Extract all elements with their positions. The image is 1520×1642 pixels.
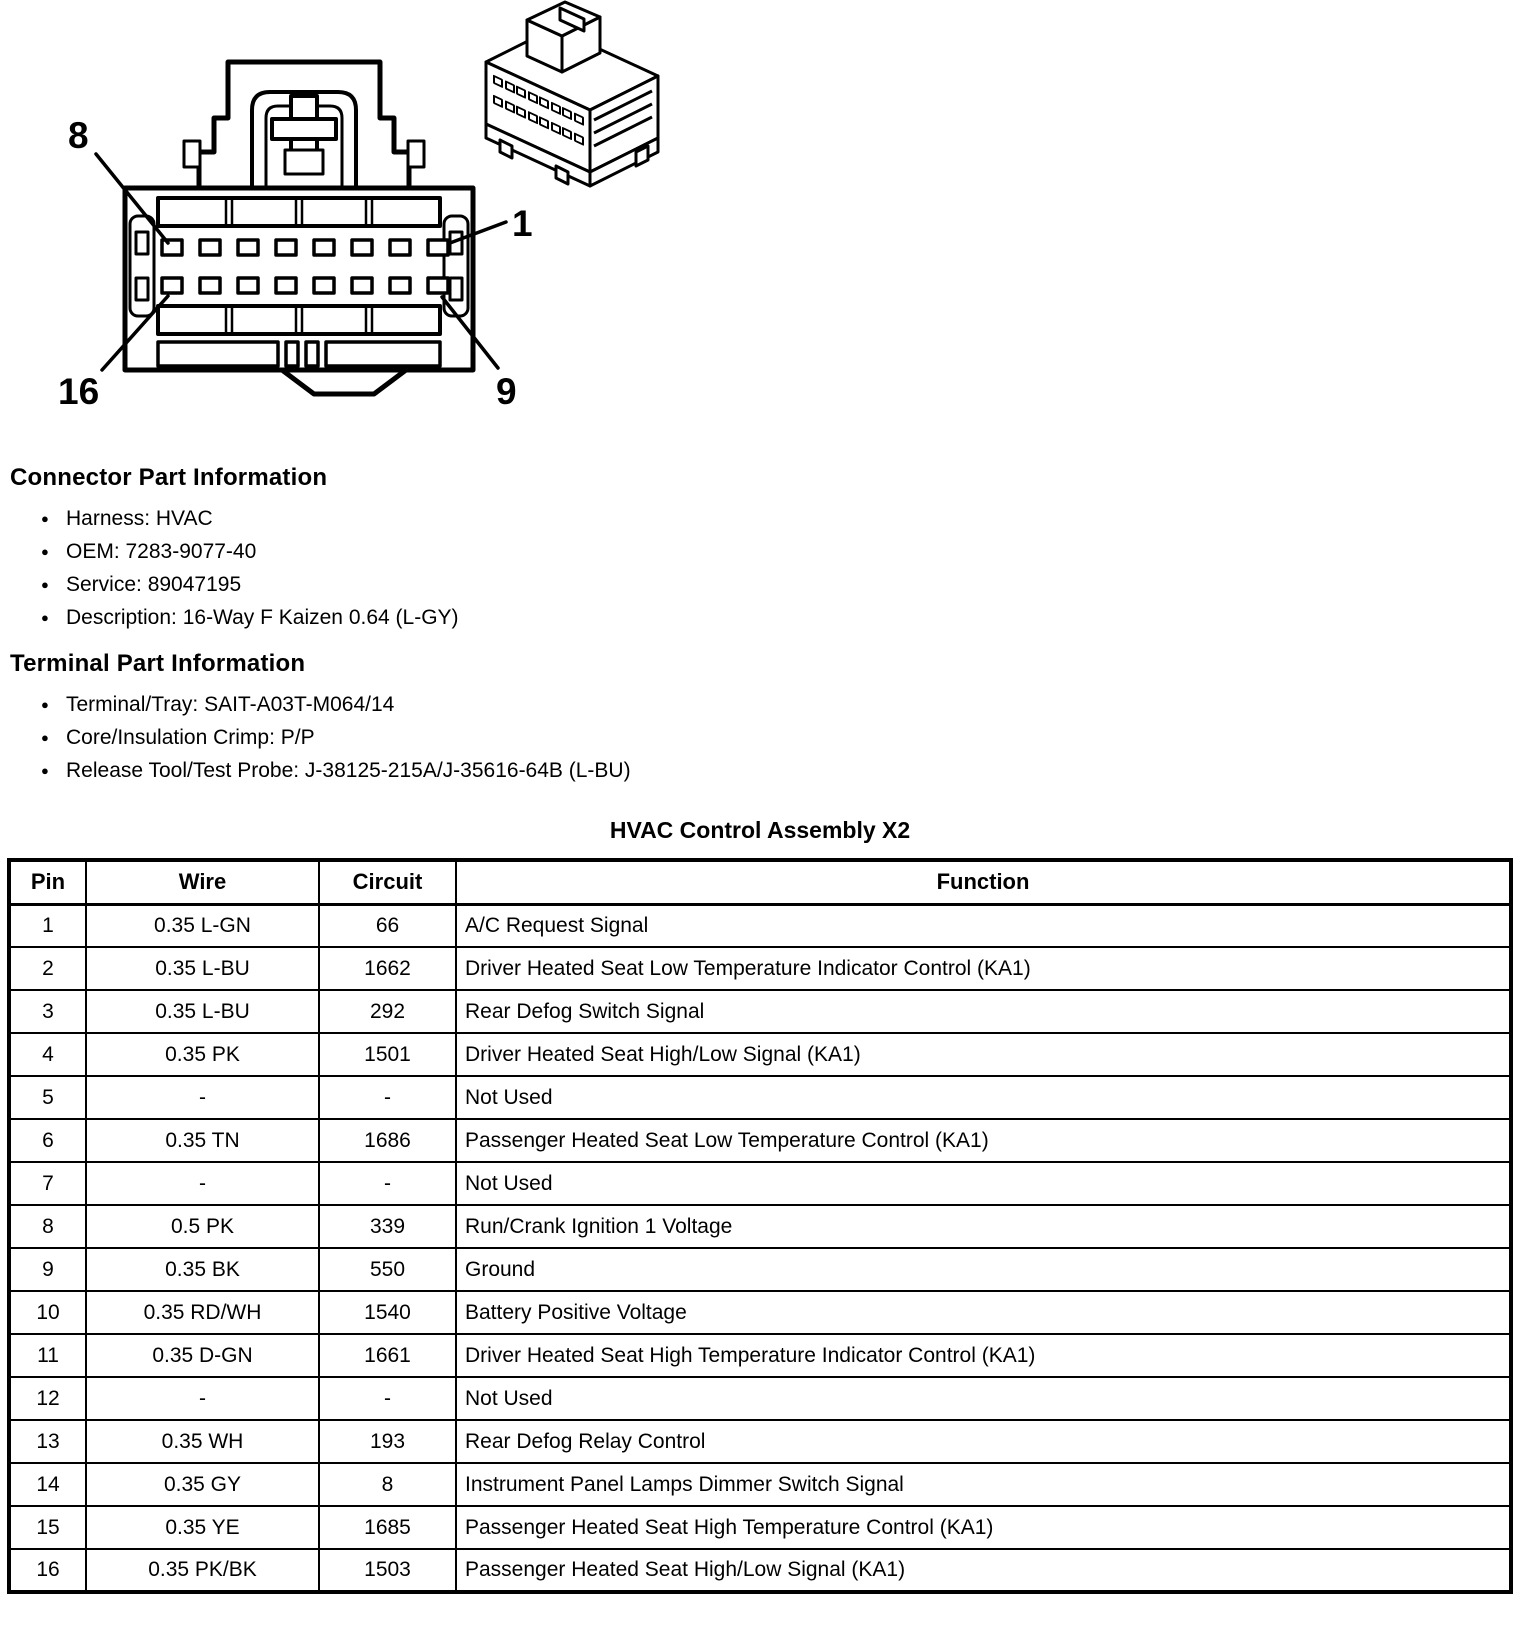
- table-cell: Driver Heated Seat Low Temperature Indicator Control (KA1): [456, 947, 1511, 990]
- table-cell: 1503: [319, 1549, 456, 1592]
- table-row: [9, 1205, 1511, 1248]
- table-cell: 0.35 TN: [86, 1119, 319, 1162]
- table-cell: A/C Request Signal: [456, 904, 1511, 947]
- connector-part-info-list: [40, 502, 1520, 634]
- list-item: ● Terminal/Tray: SAIT-A03T-M064/14: [40, 688, 1520, 721]
- table-cell: Rear Defog Switch Signal: [456, 990, 1511, 1033]
- table-cell: 66: [319, 904, 456, 947]
- table-cell: Rear Defog Relay Control: [456, 1420, 1511, 1463]
- table-cell: 0.35 PK: [86, 1033, 319, 1076]
- table-row: [9, 1076, 1511, 1119]
- table-cell: -: [86, 1377, 319, 1420]
- bottom-keel: [282, 370, 406, 394]
- connector-front-view: [96, 62, 506, 394]
- table-cell: 1501: [319, 1033, 456, 1076]
- table-cell: 0.5 PK: [86, 1205, 319, 1248]
- table-cell: Ground: [456, 1248, 1511, 1291]
- table-row: [9, 1420, 1511, 1463]
- table-cell: 0.35 BK: [86, 1248, 319, 1291]
- table-cell: Not Used: [456, 1377, 1511, 1420]
- table-cell: 1685: [319, 1506, 456, 1549]
- table-cell: 1686: [319, 1119, 456, 1162]
- pin-label-1: 1: [512, 203, 533, 244]
- connector-body-front: [125, 188, 473, 394]
- table-row: [9, 1033, 1511, 1076]
- table-cell: 193: [319, 1420, 456, 1463]
- table-cell: 4: [9, 1033, 86, 1076]
- pinout-table-body: [9, 904, 1511, 1592]
- pinout-table: [7, 858, 1513, 1594]
- list-item: ● Release Tool/Test Probe: J-38125-215A/J-35616-64B (L-BU): [40, 754, 1520, 787]
- table-cell: -: [86, 1162, 319, 1205]
- table-cell: -: [319, 1076, 456, 1119]
- table-row: [9, 1549, 1511, 1592]
- table-cell: -: [319, 1377, 456, 1420]
- list-item: ● Description: 16-Way F Kaizen 0.64 (L-GY): [40, 601, 1520, 634]
- table-cell: -: [86, 1076, 319, 1119]
- table-cell: Passenger Heated Seat High/Low Signal (KA1): [456, 1549, 1511, 1592]
- connector-isometric-view: [486, 2, 658, 186]
- table-cell: 9: [9, 1248, 86, 1291]
- table-cell: 550: [319, 1248, 456, 1291]
- table-cell: 0.35 GY: [86, 1463, 319, 1506]
- table-header-row: [9, 860, 1511, 904]
- table-cell: Battery Positive Voltage: [456, 1291, 1511, 1334]
- connector-diagram: [0, 0, 1520, 448]
- table-cell: 11: [9, 1334, 86, 1377]
- table-cell: -: [319, 1162, 456, 1205]
- table-cell: 6: [9, 1119, 86, 1162]
- connector-line-art: [0, 0, 700, 448]
- terminal-part-info-heading: Terminal Part Information: [10, 650, 306, 677]
- lower-slots: [158, 342, 440, 366]
- table-row: [9, 1291, 1511, 1334]
- table-cell: 0.35 L-BU: [86, 947, 319, 990]
- table-row: [9, 1506, 1511, 1549]
- table-cell: 0.35 D-GN: [86, 1334, 319, 1377]
- column-header-pin: Pin: [9, 860, 86, 904]
- table-cell: 15: [9, 1506, 86, 1549]
- connector-part-info-heading: Connector Part Information: [10, 464, 328, 491]
- table-row: [9, 1119, 1511, 1162]
- table-cell: 8: [9, 1205, 86, 1248]
- pin-label-8: 8: [68, 115, 89, 156]
- table-cell: 0.35 PK/BK: [86, 1549, 319, 1592]
- table-cell: 7: [9, 1162, 86, 1205]
- column-header-function: Function: [456, 860, 1511, 904]
- table-cell: 14: [9, 1463, 86, 1506]
- table-cell: Not Used: [456, 1076, 1511, 1119]
- table-cell: Passenger Heated Seat Low Temperature Control (KA1): [456, 1119, 1511, 1162]
- table-cell: 3: [9, 990, 86, 1033]
- table-cell: Passenger Heated Seat High Temperature Control (KA1): [456, 1506, 1511, 1549]
- column-header-wire: Wire: [86, 860, 319, 904]
- table-cell: 0.35 L-GN: [86, 904, 319, 947]
- pinout-table-title: HVAC Control Assembly X2: [609, 817, 911, 843]
- table-row: [9, 1334, 1511, 1377]
- list-item: ● OEM: 7283-9077-40: [40, 535, 1520, 568]
- table-cell: Run/Crank Ignition 1 Voltage: [456, 1205, 1511, 1248]
- pin-label-9: 9: [496, 371, 517, 412]
- table-cell: 1540: [319, 1291, 456, 1334]
- table-cell: 0.35 RD/WH: [86, 1291, 319, 1334]
- table-cell: 1: [9, 904, 86, 947]
- table-cell: 0.35 L-BU: [86, 990, 319, 1033]
- list-item: ● Service: 89047195: [40, 568, 1520, 601]
- table-cell: 339: [319, 1205, 456, 1248]
- table-cell: 10: [9, 1291, 86, 1334]
- table-row: [9, 947, 1511, 990]
- table-cell: 0.35 YE: [86, 1506, 319, 1549]
- list-item: ● Core/Insulation Crimp: P/P: [40, 721, 1520, 754]
- table-row: [9, 904, 1511, 947]
- table-cell: Not Used: [456, 1162, 1511, 1205]
- table-cell: 8: [319, 1463, 456, 1506]
- table-cell: 1662: [319, 947, 456, 990]
- table-cell: Instrument Panel Lamps Dimmer Switch Signal: [456, 1463, 1511, 1506]
- connector-latch-tower: [184, 62, 424, 188]
- list-item: ● Harness: HVAC: [40, 502, 1520, 535]
- table-cell: 0.35 WH: [86, 1420, 319, 1463]
- table-cell: 2: [9, 947, 86, 990]
- table-cell: 12: [9, 1377, 86, 1420]
- terminal-part-info-list: [40, 688, 1520, 787]
- pin-label-16: 16: [58, 371, 100, 412]
- table-cell: Driver Heated Seat High/Low Signal (KA1): [456, 1033, 1511, 1076]
- table-cell: 16: [9, 1549, 86, 1592]
- table-row: [9, 990, 1511, 1033]
- column-header-circuit: Circuit: [319, 860, 456, 904]
- table-row: [9, 1248, 1511, 1291]
- table-cell: 13: [9, 1420, 86, 1463]
- table-cell: 1661: [319, 1334, 456, 1377]
- table-row: [9, 1463, 1511, 1506]
- table-cell: Driver Heated Seat High Temperature Indicator Control (KA1): [456, 1334, 1511, 1377]
- table-cell: 292: [319, 990, 456, 1033]
- table-row: [9, 1377, 1511, 1420]
- table-row: [9, 1162, 1511, 1205]
- table-cell: 5: [9, 1076, 86, 1119]
